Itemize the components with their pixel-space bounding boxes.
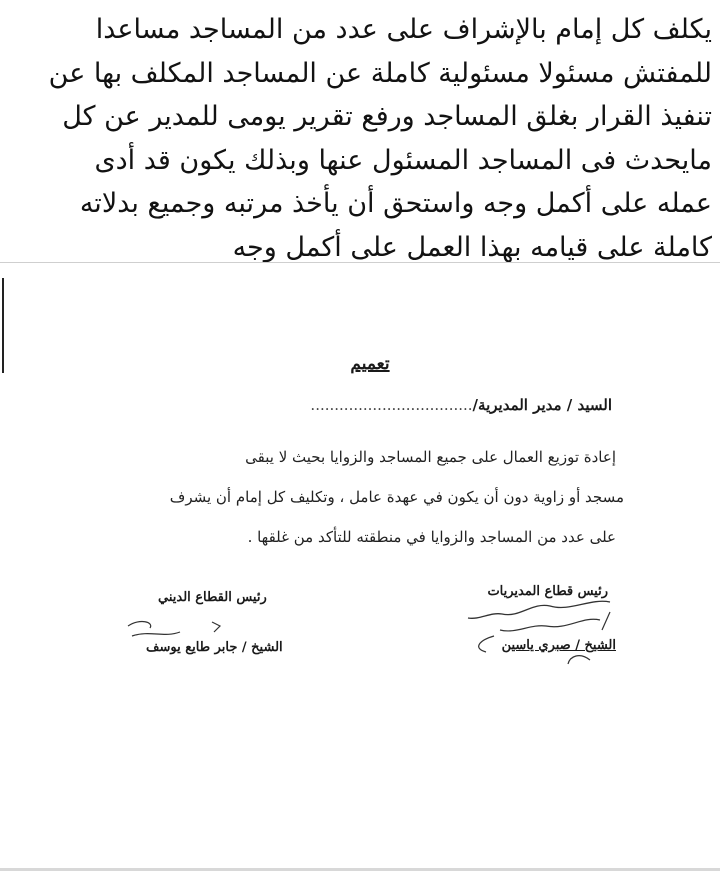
memo-title: تعميم: [350, 354, 390, 374]
letter-body-line: مسجد أو زاوية دون أن يكون في عهدة عامل ، وتكليف كل إمام أن يشرف: [169, 488, 624, 506]
recipient-line: [310, 396, 612, 414]
paragraph-line: عمله على أكمل وجه واستحق أن يأخذ مرتبه وجميع بدلاته: [79, 188, 712, 219]
scanned-letter: [0, 262, 720, 871]
paragraph-line: كاملة على قيامه بهذا العمل على أكمل وجه: [232, 231, 712, 263]
left-signatory-name: الشيخ / جابر طايع يوسف: [146, 640, 283, 655]
recipient-dots: ..................................: [310, 396, 473, 414]
paragraph-line: مايحدث فى المساجد المسئول عنها وبذلك يكون قد أدى: [94, 144, 712, 176]
letter-body-line: إعادة توزيع العمال على جميع المساجد والزوايا بحيث لا يبقى: [245, 448, 616, 466]
left-signatory-title: رئيس القطاع الديني: [158, 590, 267, 605]
paragraph-line: للمفتش مسئولا مسئولية كاملة عن المساجد المكلف بها عن: [48, 57, 712, 89]
paragraph-line: يكلف كل إمام بالإشراف على عدد من المساجد مساعدا: [95, 14, 712, 45]
right-signatory-name: الشيخ / صبري ياسين: [501, 638, 616, 653]
right-signatory-title: رئيس قطاع المديريات: [487, 584, 608, 599]
recipient-label: السيد / مدير المديرية/: [472, 396, 612, 414]
paragraph-line: تنفيذ القرار بغلق المساجد ورفع تقرير يومى للمدير عن كل: [62, 101, 712, 132]
top-paragraph: [8, 8, 712, 269]
handwritten-signature-right: [450, 590, 620, 670]
letter-body-line: على عدد من المساجد والزوايا في منطقته للتأكد من غلقها .: [247, 528, 616, 546]
